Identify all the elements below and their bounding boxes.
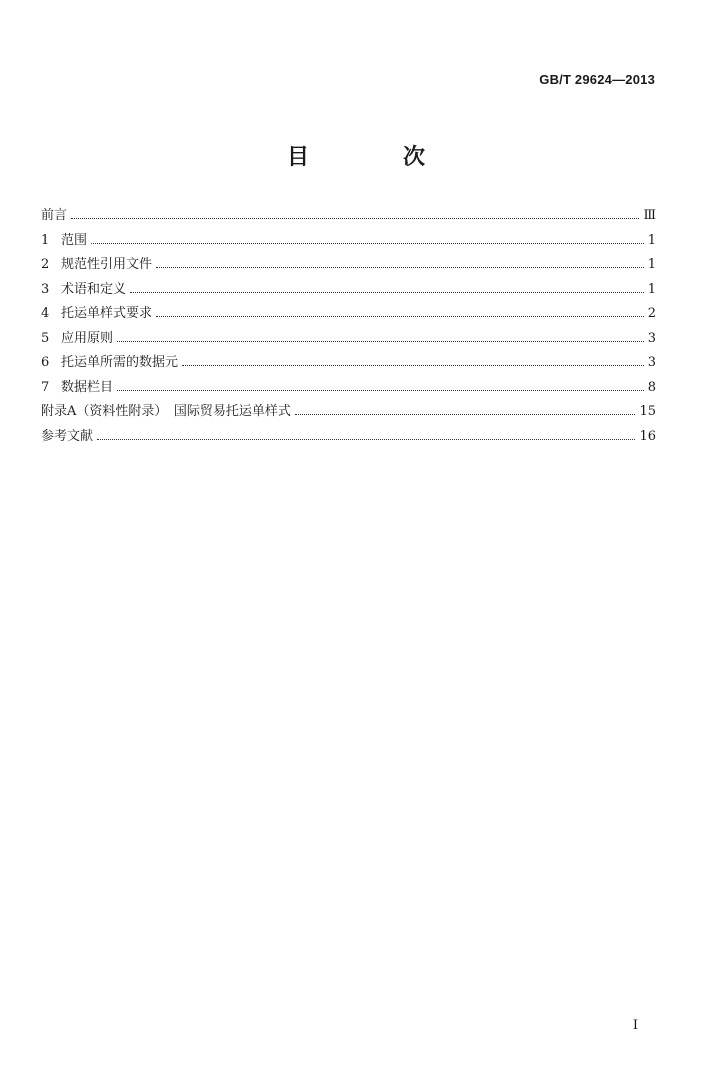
toc-entry-terms-definitions[interactable]: [41, 278, 656, 303]
toc-entry-page: 1: [647, 232, 656, 248]
toc-leader-dots: [182, 365, 644, 366]
toc-entry-page: 1: [647, 257, 656, 272]
toc-leader-dots: [130, 292, 644, 293]
toc-entry-label: 规范性引用文件: [61, 257, 153, 272]
toc-entry-page: 2: [647, 306, 656, 321]
toc-entry-number: 3: [41, 281, 50, 297]
toc-entry-label: 附录A（资料性附录） 国际贸易托运单样式: [41, 404, 291, 419]
page-number: Ⅰ: [632, 1018, 638, 1033]
toc-entry-label: 范围: [61, 232, 88, 248]
toc-leader-dots: [97, 439, 635, 440]
toc-leader-dots: [295, 414, 636, 415]
toc-entry-page: Ⅲ: [643, 208, 656, 223]
toc-entry-bibliography[interactable]: [41, 425, 656, 450]
toc-entry-label: 前言: [41, 208, 68, 223]
toc-entry-number: 5: [41, 330, 50, 346]
toc-entry-number: 7: [41, 379, 50, 395]
toc-entry-label: 参考文献: [41, 428, 94, 444]
toc-entry-label: 应用原则: [61, 330, 114, 346]
standard-code: GB/T 29624—2013: [539, 72, 655, 87]
toc-entry-number: 6: [41, 355, 50, 370]
toc-entry-appendix-a[interactable]: [41, 400, 656, 425]
toc-entry-page: 3: [647, 355, 656, 370]
table-of-contents: [41, 204, 656, 449]
toc-entry-page: 8: [647, 379, 656, 395]
toc-leader-dots: [117, 341, 644, 342]
toc-entry-data-fields[interactable]: [41, 376, 656, 401]
toc-entry-normative-references[interactable]: [41, 253, 656, 278]
toc-entry-scope[interactable]: [41, 229, 656, 254]
toc-entry-page: 16: [639, 428, 656, 444]
toc-entry-format-requirements[interactable]: [41, 302, 656, 327]
toc-entry-page: 15: [639, 404, 656, 419]
toc-entry-number: 1: [41, 232, 50, 248]
toc-leader-dots: [91, 243, 644, 244]
toc-entry-label: 术语和定义: [61, 281, 127, 297]
page-title: 目 次: [286, 145, 461, 170]
toc-entry-page: 3: [647, 330, 656, 346]
toc-entry-application-principles[interactable]: [41, 327, 656, 352]
toc-entry-label: 数据栏目: [61, 379, 114, 395]
toc-leader-dots: [156, 316, 644, 317]
toc-entry-data-elements[interactable]: [41, 351, 656, 376]
toc-entry-label: 托运单样式要求: [61, 306, 153, 321]
toc-leader-dots: [71, 218, 639, 219]
toc-leader-dots: [117, 390, 644, 391]
toc-entry-number: 2: [41, 257, 50, 272]
toc-entry-number: 4: [41, 306, 50, 321]
toc-leader-dots: [156, 267, 644, 268]
toc-entry-label: 托运单所需的数据元: [61, 355, 179, 370]
toc-entry-preface[interactable]: [41, 204, 656, 229]
toc-entry-page: 1: [647, 281, 656, 297]
